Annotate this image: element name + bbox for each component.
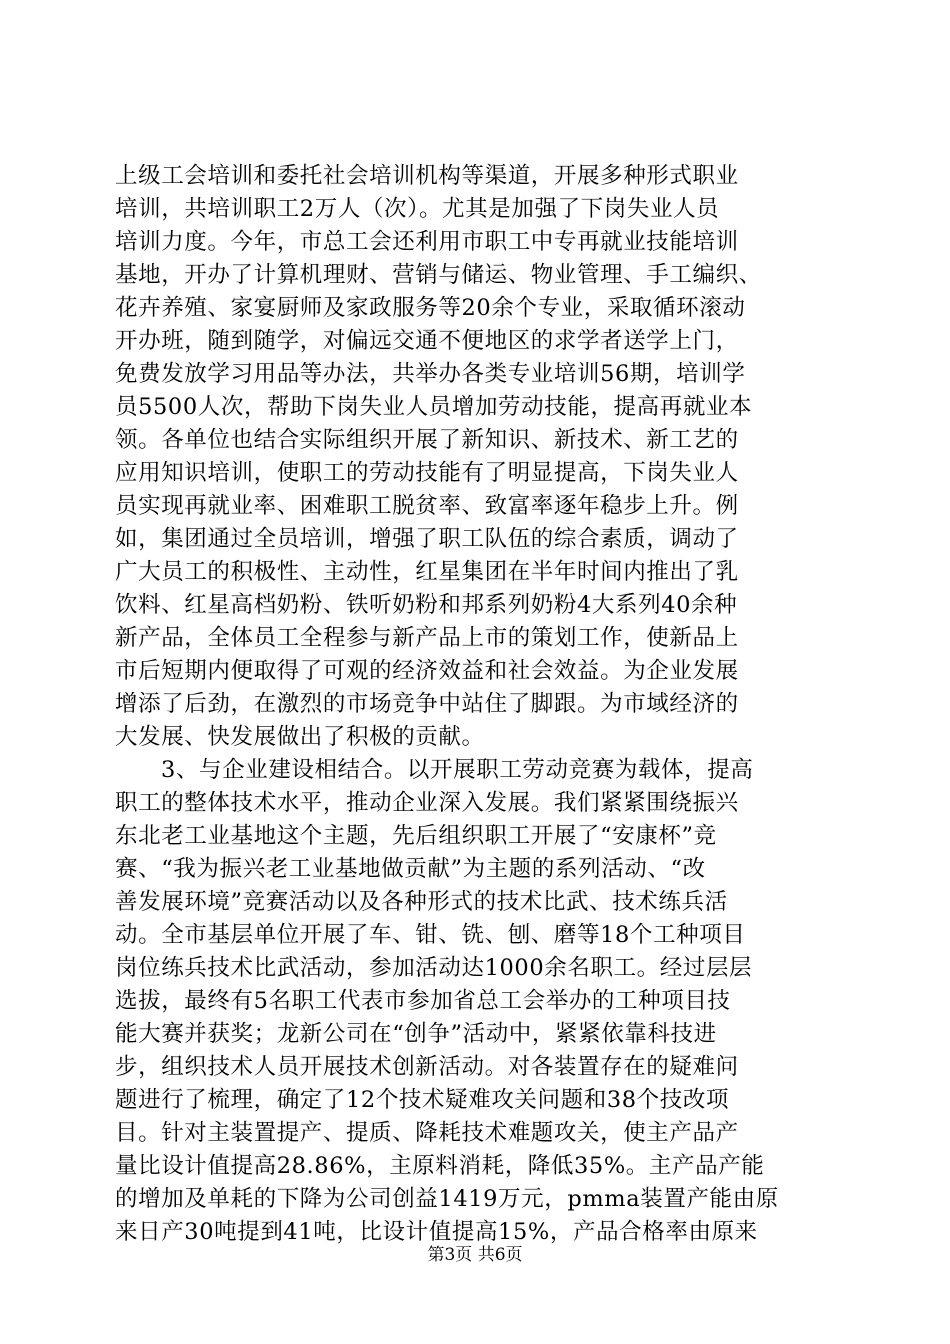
text-line: 题进行了梳理，确定了12个技术疑难攻关问题和38个技改项 [115, 1087, 730, 1113]
text-line: 的增加及单耗的下降为公司创益1419万元，pmma装置产能由原 [115, 1186, 779, 1212]
text-line: 来日产30吨提到41吨，比设计值提高15%，产品合格率由原来 [115, 1219, 758, 1245]
text-line: 免费发放学习用品等办法，共举办各类专业培训56期，培训学 [115, 361, 746, 387]
text-line: 基地，开办了计算机理财、营销与储运、物业管理、手工编织、 [115, 262, 762, 288]
text-line: 培训力度。今年，市总工会还利用市职工中专再就业技能培训 [115, 229, 739, 255]
text-line: 花卉养殖、家宴厨师及家政服务等20余个专业，采取循环滚动 [115, 295, 746, 321]
paragraph-start-line: 3、与企业建设相结合。以开展职工劳动竞赛为载体，提高 [161, 757, 754, 783]
text-line: 动。全市基层单位开展了车、钳、铣、刨、磨等18个工种项目 [115, 922, 746, 948]
text-line: 善发展环境”竞赛活动以及各种形式的技术比武、技术练兵活 [115, 889, 728, 915]
text-line: 广大员工的积极性、主动性，红星集团在半年时间内推出了乳 [115, 559, 739, 585]
text-line: 量比设计值提高28.86%，主原料消耗，降低35%。主产品产能 [115, 1153, 765, 1179]
text-line: 增添了后劲，在激烈的市场竞争中站住了脚跟。为市域经济的 [115, 691, 739, 717]
text-line: 如，集团通过全员培训，增强了职工队伍的综合素质，调动了 [115, 526, 739, 552]
text-line: 领。各单位也结合实际组织开展了新知识、新技术、新工艺的 [115, 427, 739, 453]
text-line: 步，组织技术人员开展技术创新活动。对各装置存在的疑难问 [115, 1054, 739, 1080]
text-line: 赛、“我为振兴老工业基地做贡献”为主题的系列活动、“改 [115, 856, 706, 882]
text-line: 能大赛并获奖；龙新公司在“创争”活动中，紧紧依靠科技进 [115, 1021, 717, 1047]
text-line: 目。针对主装置提产、提质、降耗技术难题攻关，使主产品产 [115, 1120, 739, 1146]
text-line: 新产品，全体员工全程参与新产品上市的策划工作，使新品上 [115, 625, 739, 651]
text-line: 员5500人次，帮助下岗失业人员增加劳动技能，提高再就业本 [115, 394, 753, 420]
text-line: 培训，共培训职工2万人（次）。尤其是加强了下岗失业人员 [115, 196, 720, 222]
text-line: 东北老工业基地这个主题，先后组织职工开展了“安康杯”竞 [115, 823, 717, 849]
page-number-footer: 第3页 共6页 [427, 1245, 523, 1265]
text-line: 选拔，最终有5名职工代表市参加省总工会举办的工种项目技 [115, 988, 731, 1014]
text-line: 职工的整体技术水平，推动企业深入发展。我们紧紧围绕振兴 [115, 790, 739, 816]
text-line: 岗位练兵技术比武活动，参加活动达1000余名职工。经过层层 [115, 955, 753, 981]
text-line: 市后短期内便取得了可观的经济效益和社会效益。为企业发展 [115, 658, 739, 684]
text-line: 大发展、快发展做出了积极的贡献。 [115, 724, 485, 750]
text-line: 饮料、红星高档奶粉、铁听奶粉和邦系列奶粉4大系列40余种 [115, 592, 738, 618]
text-line: 上级工会培训和委托社会培训机构等渠道，开展多种形式职业 [115, 163, 739, 189]
text-line: 员实现再就业率、困难职工脱贫率、致富率逐年稳步上升。例 [115, 493, 739, 519]
text-line: 开办班，随到随学，对偏远交通不便地区的求学者送学上门， [115, 328, 739, 354]
text-line: 应用知识培训，使职工的劳动技能有了明显提高，下岗失业人 [115, 460, 739, 486]
page-body [115, 160, 835, 1249]
